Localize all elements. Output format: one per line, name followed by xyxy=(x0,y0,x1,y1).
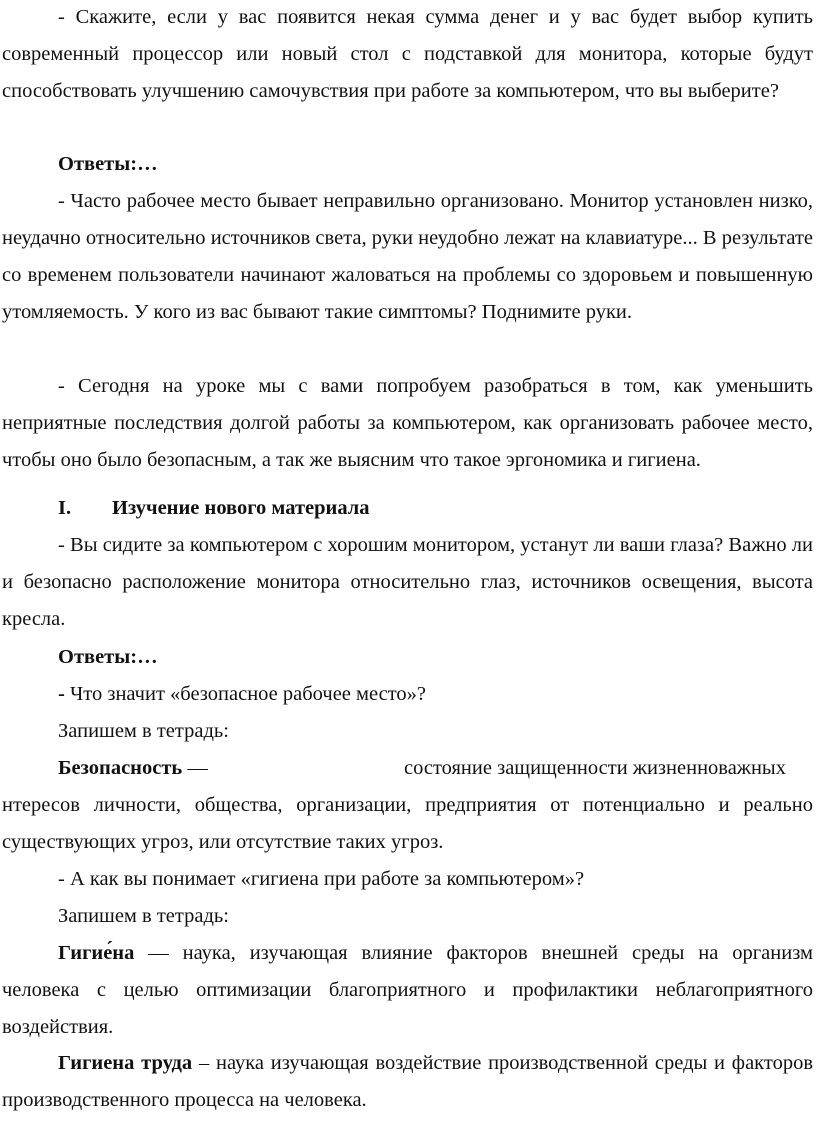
question-dash: - xyxy=(58,683,70,705)
question-hygiene: - А как вы понимает «гигиена при работе за компьютером»? xyxy=(58,868,585,890)
labor-hygiene-term: Гигиена труда xyxy=(58,1052,193,1074)
paragraph-lesson-intro: - Сегодня на уроке мы с вами попробуем разобраться в том, как уменьшить неприятные последствия долгой работы за компьютером, как организовать рабочее место, чтобы оно было безопасным, а так же выясним что такое эргономика и гигиена. xyxy=(2,375,813,471)
safety-definition-continuation: нтересов личности, общества, организации, предприятия от потенциально и реально существующих угроз, или отсутствие таких угроз. xyxy=(2,794,813,853)
paragraph-question-purchase: - Скажите, если у вас появится некая сумма денег и у вас будет выбор купить современный процессор или новый стол с подставкой для монитора, которые будут способствовать улучшению самочувствия при работе за компьютером, что вы выберите? xyxy=(2,6,813,102)
labor-hygiene-text: – наука изучающая воздействие производственной среды и факторов производственного процесса на человека. xyxy=(2,1052,813,1111)
labor-hygiene-definition xyxy=(2,1045,813,1119)
write-in-notebook-2: Запишем в тетрадь: xyxy=(58,905,229,927)
answers-label-text: Ответы:… xyxy=(58,153,158,175)
answers-label-1 xyxy=(58,146,158,183)
hygiene-text: — наука, изучающая влияние факторов внешней среды на организм человека с целью оптимизации благоприятного и профилактики неблагоприятного воздействия. xyxy=(2,942,813,1038)
answers-label-2 xyxy=(58,639,158,676)
question-safe-workplace xyxy=(58,676,426,713)
paragraph-workplace-problems: - Часто рабочее место бывает неправильно организовано. Монитор установлен низко, неудачно относительно источников света, руки неудобно лежат на клавиатуре... В результате со временем пользователи начинают жаловаться на проблемы со здоровьем и повышенную утомляемость. У кого из вас бывают такие симптомы? Поднимите руки. xyxy=(2,190,813,323)
question-text: Что значит «безопасное рабочее место»? xyxy=(69,683,427,705)
paragraph-monitor-question: - Вы сидите за компьютером с хорошим монитором, устанут ли ваши глаза? Важно ли и безопасно расположение монитора относительно глаз, источников освещения, высота кресла. xyxy=(2,534,813,630)
write-in-notebook-1: Запишем в тетрадь: xyxy=(58,720,229,742)
safety-definition-start: состояние защищенности жизненноважных xyxy=(404,757,786,779)
safety-term: Безопасность xyxy=(58,757,183,779)
hygiene-term: Гигие́на xyxy=(58,942,135,964)
answers-label-text: Ответы:… xyxy=(58,646,158,668)
section-number: I. xyxy=(58,497,72,519)
safety-term-line xyxy=(58,750,208,787)
safety-dash: — xyxy=(182,757,208,779)
section-title: Изучение нового материала xyxy=(112,497,370,519)
hygiene-definition xyxy=(2,935,813,1046)
